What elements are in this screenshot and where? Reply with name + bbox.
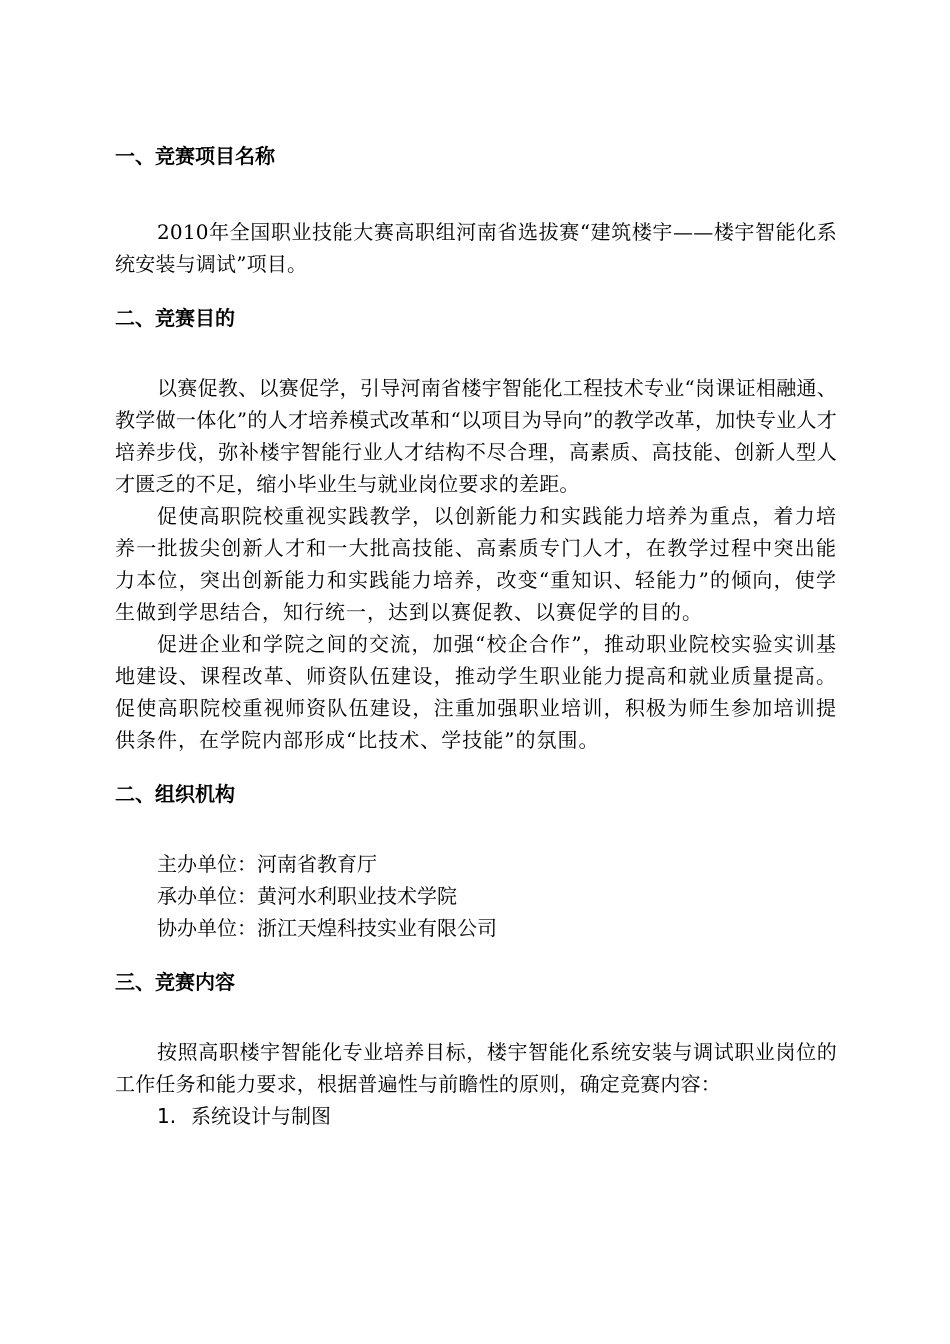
list-item-number: 1. [157,1104,177,1128]
section-heading-purpose: 二、竞赛目的 [115,306,235,330]
paragraph-project-name: 2010年全国职业技能大赛高职组河南省选拔赛“建筑楼宇——楼宇智能化系统安装与调试”项目。 [115,220,837,276]
document-body [115,140,837,1132]
organizer-line: 主办单位：河南省教育厅 [157,852,377,876]
paragraph-purpose-2: 促使高职院校重视实践教学，以创新能力和实践能力培养为重点，着力培养一批拔尖创新人才和一大批高技能、高素质专门人才，在教学过程中突出能力本位，突出创新能力和实践能力培养，改变“重知识、轻能力”的倾向，使学生做到学思结合，知行统一，达到以赛促教、以赛促学的目的。 [115,504,837,624]
host-line: 承办单位：黄河水利职业技术学院 [157,884,457,908]
section-heading-content: 三、竞赛内容 [115,970,235,994]
section-heading-organization: 二、组织机构 [115,782,235,806]
paragraph-purpose-1: 以赛促教、以赛促学，引导河南省楼宇智能化工程技术专业“岗课证相融通、教学做一体化”的人才培养模式改革和“以项目为导向”的教学改革，加快专业人才培养步伐，弥补楼宇智能行业人才结构不尽合理，高素质、高技能、创新人型人才匮乏的不足，缩小毕业生与就业岗位要求的差距。 [115,376,837,496]
paragraph-purpose-3: 促进企业和学院之间的交流，加强“校企合作”，推动职业院校实验实训基地建设、课程改革、师资队伍建设，推动学生职业能力提高和就业质量提高。促使高职院校重视师资队伍建设，注重加强职业培训，积极为师生参加培训提供条件，在学院内部形成“比技术、学技能”的氛围。 [115,632,837,752]
list-item [115,1100,837,1132]
section-heading-project-name: 一、竞赛项目名称 [115,144,275,168]
list-item-text: 系统设计与制图 [191,1104,331,1128]
paragraph-content: 按照高职楼宇智能化专业培养目标，楼宇智能化系统安装与调试职业岗位的工作任务和能力要求，根据普遍性与前瞻性的原则，确定竞赛内容： [115,1040,837,1096]
co-organizer-line: 协办单位：浙江天煌科技实业有限公司 [157,916,497,940]
